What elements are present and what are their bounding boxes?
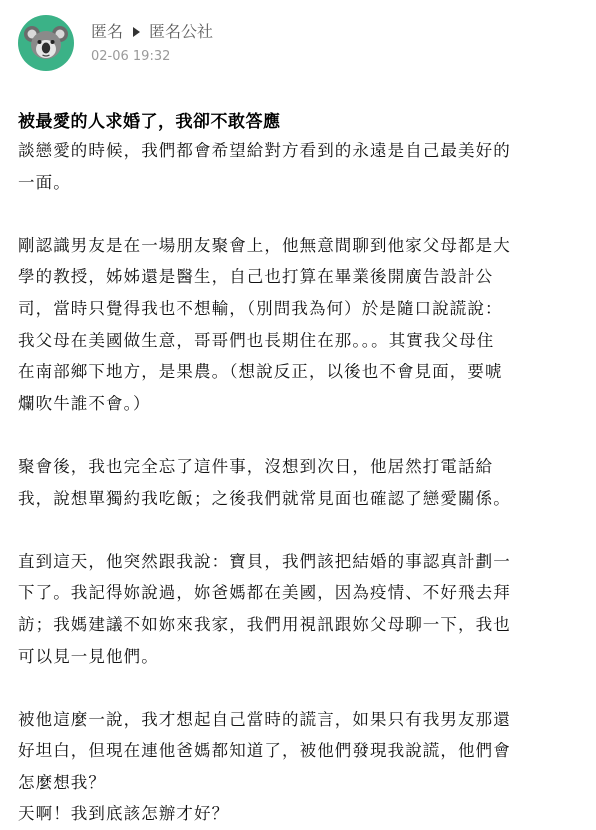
paragraph-line: 剛認識男友是在一場朋友聚會上，他無意間聊到他家父母都是大 <box>18 235 511 255</box>
post-header <box>18 14 213 72</box>
paragraph-line: 司，當時只覺得我也不想輸，（別問我為何）於是隨口說謊說： <box>18 298 503 318</box>
paragraph-line: 談戀愛的時候，我們都會希望給對方看到的永遠是自己最美好的 <box>18 141 511 160</box>
paragraph-gap <box>18 672 578 704</box>
paragraph-line: 下了。我記得妳說過，妳爸媽都在美國，因為疫情、不好飛去拜 <box>18 583 511 603</box>
paragraph-gap <box>18 419 578 451</box>
board-name[interactable]: 匿名公社 <box>149 21 214 41</box>
paragraph-line: 聚會後，我也完全忘了這件事，沒想到次日，他居然打電話給 <box>18 456 494 476</box>
post-meta <box>91 21 213 66</box>
paragraph-line: 學的教授，姊姊還是醫生，自己也打算在畢業後開廣告設計公 <box>18 267 494 287</box>
paragraph-line: 我，說想單獨約我吃飯；之後我們就常見面也確認了戀愛關係。 <box>18 488 511 508</box>
paragraph-gap <box>18 198 578 230</box>
paragraph-line: 直到這天，他突然跟我說：寶貝，我們該把結婚的事認真計劃一 <box>18 551 511 571</box>
paragraph-gap <box>18 514 578 546</box>
post-timestamp: 02-06 19:32 <box>91 48 171 64</box>
paragraph-line: 天啊！我到底該怎辦才好？ <box>18 804 230 824</box>
post-title: 被最愛的人求婚了，我卻不敢答應 <box>18 112 281 132</box>
author-name[interactable]: 匿名 <box>91 21 124 41</box>
koala-icon <box>23 20 69 66</box>
paragraph-line: 好坦白，但現在連他爸媽都知道了，被他們發現我說謊，他們會 <box>18 741 511 761</box>
avatar[interactable] <box>18 15 74 71</box>
paragraph-line: 我父母在美國做生意，哥哥們也長期住在那。。。其實我父母住 <box>18 330 495 350</box>
paragraph-line: 在南部鄉下地方，是果農。（想說反正，以後也不會見面，要唬 <box>18 362 503 382</box>
paragraph-line: 可以見一見他們。 <box>18 646 159 666</box>
paragraph-line: 一面。 <box>18 172 71 192</box>
play-triangle-icon <box>133 27 140 37</box>
paragraph-line: 訪；我媽建議不如妳來我家，我們用視訊跟妳父母聊一下，我也 <box>18 614 511 634</box>
paragraph-line: 怎麼想我？ <box>18 772 106 792</box>
post-body <box>18 135 578 830</box>
paragraph-line: 被他這麼一說，我才想起自己當時的謊言，如果只有我男友那還 <box>18 709 511 729</box>
paragraph-line: 爛吹牛誰不會。） <box>18 393 151 413</box>
